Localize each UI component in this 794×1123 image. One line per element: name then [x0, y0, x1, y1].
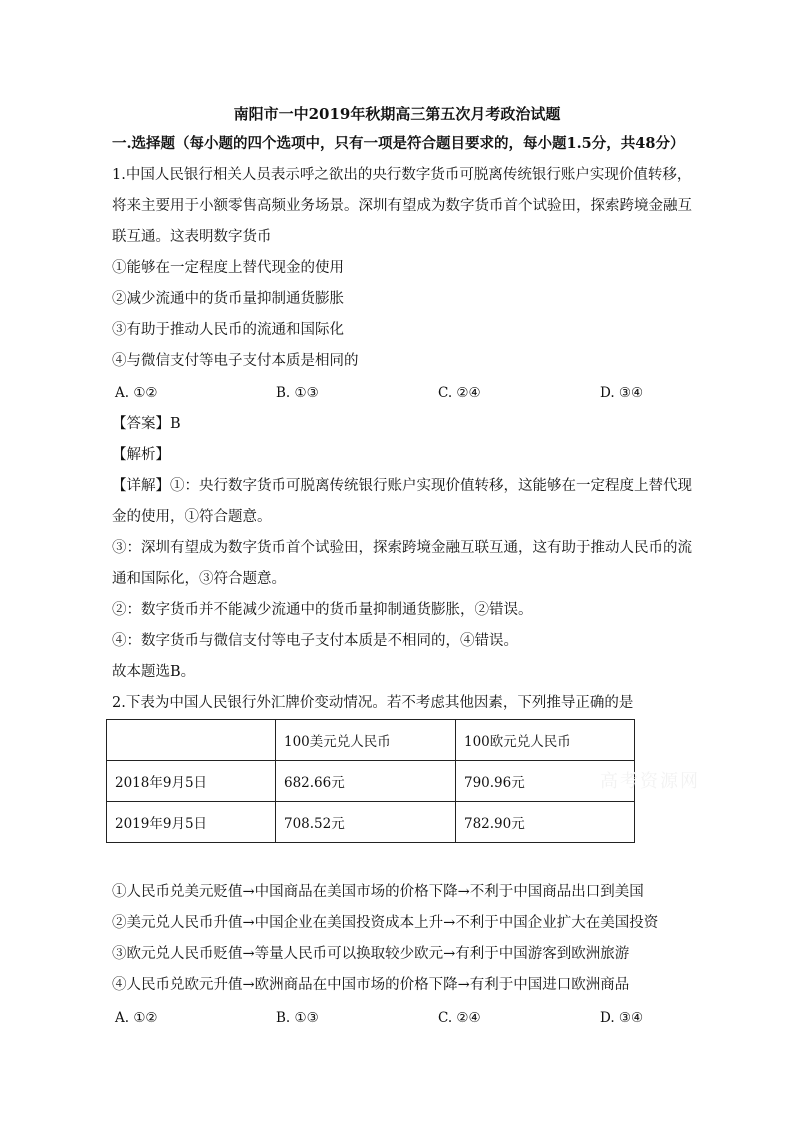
q1-stem-line: 将来主要用于小额零售高频业务场景。深圳有望成为数字货币首个试验田，探索跨境金融互 — [112, 198, 692, 214]
q1-explanation-line: 通和国际化，③符合题意。 — [112, 571, 286, 587]
table-cell-usd: 682.66元 — [276, 761, 456, 802]
q2-option-c: C. ②④ — [438, 1010, 481, 1026]
q1-statement: ③有助于推动人民币的流通和国际化 — [112, 322, 344, 338]
q1-option-c: C. ②④ — [438, 385, 481, 401]
q1-statement: ④与微信支付等电子支付本质是相同的 — [112, 353, 359, 369]
q1-explanation-line: 故本题选B。 — [112, 664, 196, 680]
table-cell-usd: 708.52元 — [276, 802, 456, 843]
table-header-cell: 100欧元兑人民币 — [456, 720, 635, 761]
q2-option-d: D. ③④ — [600, 1010, 644, 1026]
q1-explanation-line: 【详解】①：央行数字货币可脱离传统银行账户实现价值转移，这能够在一定程度上替代现 — [112, 478, 692, 494]
q1-explanation-line: ③：深圳有望成为数字货币首个试验田，探索跨境金融互联互通，这有助于推动人民币的流 — [112, 540, 692, 556]
table-cell-eur: 790.96元 — [456, 761, 635, 802]
q1-answer: 【答案】B — [112, 416, 181, 432]
q1-option-b: B. ①③ — [276, 385, 319, 401]
q2-statement: ④人民币兑欧元升值→欧洲商品在中国市场的价格下降→有利于中国进口欧洲商品 — [112, 977, 630, 993]
section-heading: 一.选择题（每小题的四个选项中，只有一项是符合题目要求的，每小题1.5分，共48分） — [112, 135, 685, 152]
q2-stem: 2.下表为中国人民银行外汇牌价变动情况。若不考虑其他因素，下列推导正确的是 — [112, 695, 634, 711]
q2-statement: ②美元兑人民币升值→中国企业在美国投资成本上升→不利于中国企业扩大在美国投资 — [112, 915, 659, 931]
q1-stem-line: 联互通。这表明数字货币 — [112, 229, 272, 245]
q2-statement: ①人民币兑美元贬值→中国商品在美国市场的价格下降→不利于中国商品出口到美国 — [112, 884, 644, 900]
exchange-rate-table — [106, 719, 635, 843]
table-row — [107, 761, 635, 802]
q2-option-a: A. ①② — [115, 1010, 158, 1026]
q1-option-a: A. ①② — [115, 385, 158, 401]
q1-stem-line: 1.中国人民银行相关人员表示呼之欲出的央行数字货币可脱离传统银行账户实现价值转移， — [112, 167, 692, 183]
table-header-cell — [107, 720, 276, 761]
page-title: 南阳市一中2019年秋期高三第五次月考政治试题 — [233, 105, 561, 123]
table-header-cell: 100美元兑人民币 — [276, 720, 456, 761]
q1-explanation-line: ④：数字货币与微信支付等电子支付本质是不相同的，④错误。 — [112, 633, 518, 649]
q1-explanation-line: 金的使用，①符合题意。 — [112, 509, 272, 525]
table-cell-date: 2018年9月5日 — [107, 761, 276, 802]
q1-analysis-label: 【解析】 — [112, 447, 170, 463]
table-header-row — [107, 720, 635, 761]
table-cell-eur: 782.90元 — [456, 802, 635, 843]
q2-option-b: B. ①③ — [276, 1010, 319, 1026]
q1-statement: ①能够在一定程度上替代现金的使用 — [112, 260, 344, 276]
q1-option-d: D. ③④ — [600, 385, 644, 401]
table-cell-date: 2019年9月5日 — [107, 802, 276, 843]
q2-statement: ③欧元兑人民币贬值→等量人民币可以换取较少欧元→有利于中国游客到欧洲旅游 — [112, 946, 630, 962]
watermark: 高考资源网 — [600, 771, 700, 792]
q1-explanation-line: ②：数字货币并不能减少流通中的货币量抑制通货膨胀，②错误。 — [112, 602, 533, 618]
table-row — [107, 802, 635, 843]
q1-statement: ②减少流通中的货币量抑制通货膨胀 — [112, 291, 344, 307]
